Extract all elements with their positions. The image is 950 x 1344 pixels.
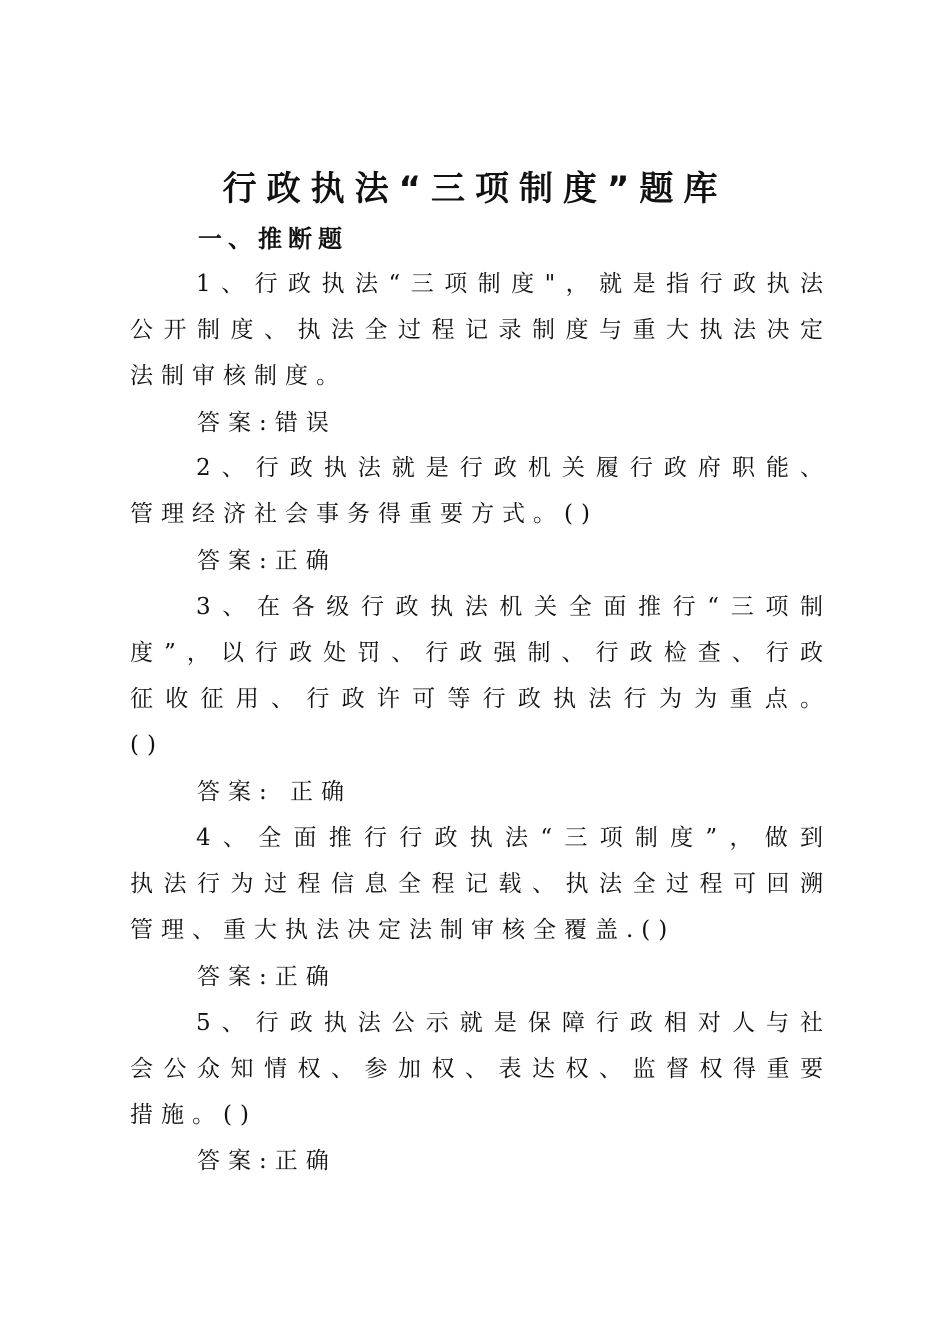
question-line: 会公众知情权、参加权、表达权、监督权得重要 [130, 1056, 823, 1082]
question-line: 执法行为过程信息全程记载、执法全过程可回溯 [130, 871, 823, 897]
question-line: 5、行政执法公示就是保障行政相对人与社 [196, 1010, 823, 1036]
question-line: 1、行政执法“三项制度"，就是指行政执法 [196, 271, 823, 297]
question-line: 管理、重大执法决定法制审核全覆盖.() [130, 917, 676, 943]
question-line: 4、全面推行行政执法“三项制度”，做到 [196, 825, 823, 851]
answer-5: 答案:正确 [197, 1148, 337, 1174]
question-2 [130, 445, 823, 537]
question-line: 管理经济社会事务得重要方式。() [130, 501, 598, 527]
document-title: 行政执法“三项制度”题库 [222, 169, 728, 209]
question-line: 征收征用、行政许可等行政执法行为为重点。 [130, 686, 823, 712]
question-3 [130, 584, 823, 768]
question-line: 度”，以行政处罚、行政强制、行政检查、行政 [130, 640, 823, 666]
section-heading: 一、推断题 [198, 225, 348, 253]
answer-3: 答案: 正确 [197, 779, 353, 805]
question-line: 公开制度、执法全过程记录制度与重大执法决定 [130, 317, 823, 343]
question-5 [130, 1000, 823, 1138]
question-1 [130, 261, 823, 399]
answer-1: 答案:错误 [197, 410, 337, 436]
answer-2: 答案:正确 [197, 548, 337, 574]
question-4 [130, 815, 823, 953]
question-line: () [130, 732, 164, 758]
question-line: 2、行政执法就是行政机关履行政府职能、 [196, 455, 823, 481]
question-line: 措施。() [130, 1102, 257, 1128]
question-line: 3、在各级行政执法机关全面推行“三项制 [196, 594, 823, 620]
answer-4: 答案:正确 [197, 964, 337, 990]
question-line: 法制审核制度。 [130, 363, 347, 389]
